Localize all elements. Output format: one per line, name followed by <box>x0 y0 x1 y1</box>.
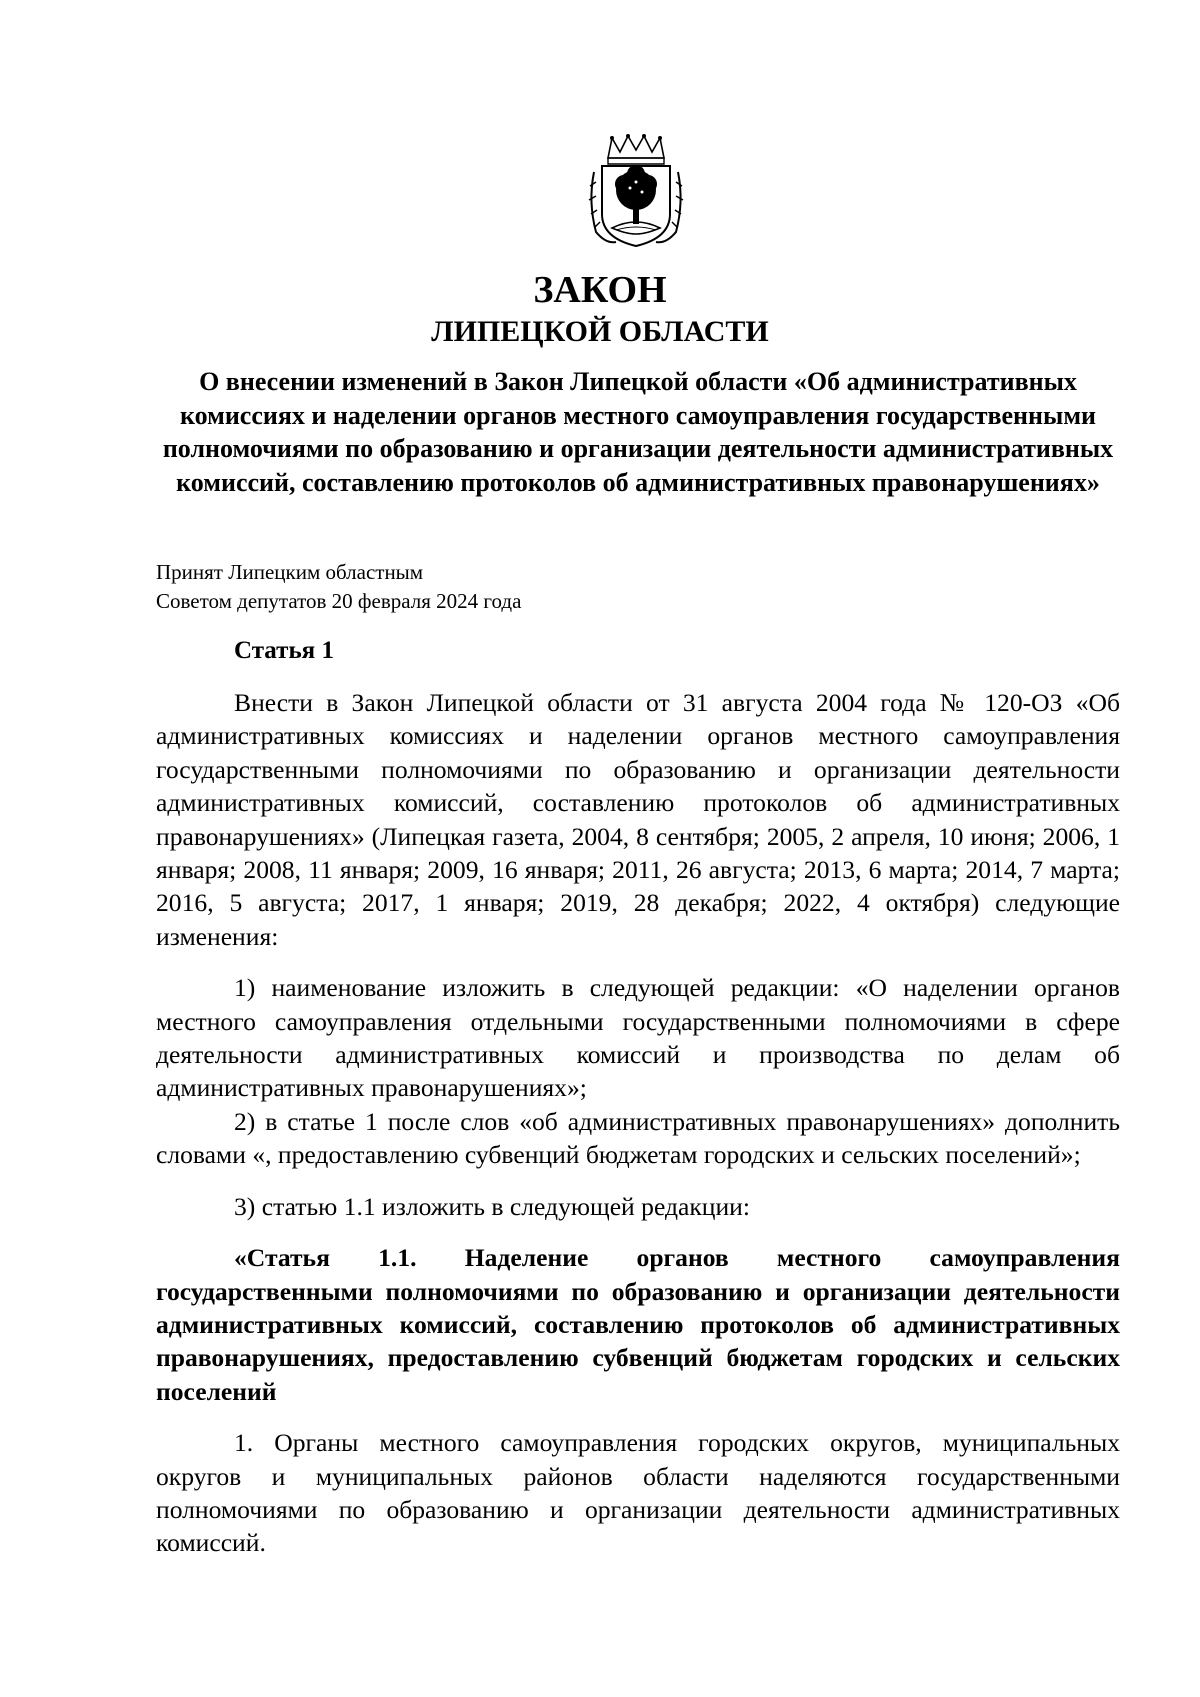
amendment-item-1: 1) наименование изложить в следующей редакции: «О наделении органов местного самоуправления отдельными государственными полномочиями в сфере деятельности административных комиссий и производства по делам об административных правонарушениях»; <box>156 973 1120 1103</box>
amendment-item-2: 2) в статье 1 после слов «об административных правонарушениях» дополнить словами «, предоставлению субвенций бюджетам городских и сельских поселений»; <box>156 1106 1120 1170</box>
document-body <box>156 636 1120 1560</box>
adoption-line-2: Советом депутатов 20 февраля 2024 года <box>156 589 522 613</box>
amendment-item-3: 3) статью 1.1 изложить в следующей редакции: <box>234 1191 750 1221</box>
article-intro-paragraph: Внести в Закон Липецкой области от 31 августа 2004 года № 120-ОЗ «Об административных комиссиях и наделении органов местного самоуправления государственными полномочиями по образованию и организации деятельности административных комиссий, составлению протоколов об административных правонарушениях» (Липецкая газета, 2004, 8 сентября; 2005, 2 апреля, 10 июня; 2006, 1 января; 2008, 11 января; 2009, 16 января; 2011, 26 августа; 2013, 6 марта; 2014, 7 марта; 2016, 5 августа; 2017, 1 января; 2019, 28 декабря; 2022, 4 октября) следующие изменения: <box>156 688 1120 951</box>
adoption-info <box>156 558 521 616</box>
law-name: О внесении изменений в Закон Липецкой области «Об административных комиссиях и наделении органов местного самоуправления государственными полномочиями по образованию и организации деятельности административных комиссий, составлению протоколов об административных правонарушениях» <box>162 367 1114 497</box>
adoption-line-1: Принят Липецким областным <box>156 560 424 584</box>
document-region: ЛИПЕЦКОЙ ОБЛАСТИ <box>431 315 769 348</box>
article-heading: Статья 1 <box>234 637 334 664</box>
document-title: ЗАКОН <box>533 269 667 311</box>
coat-of-arms-icon <box>586 132 686 252</box>
quoted-article-heading: «Статья 1.1. Наделение органов местного самоуправления государственными полномочиями по образованию и организации деятельности административных комиссий, составлению протоколов об административных правонарушениях, предоставлению субвенций бюджетам городских и сельских поселений <box>156 1243 1120 1406</box>
quoted-article-point-1: 1. Органы местного самоуправления городских округов, муниципальных округов и муниципальных районов области наделяются государственными полномочиями по образованию и организации деятельности административных комиссий. <box>156 1428 1120 1558</box>
